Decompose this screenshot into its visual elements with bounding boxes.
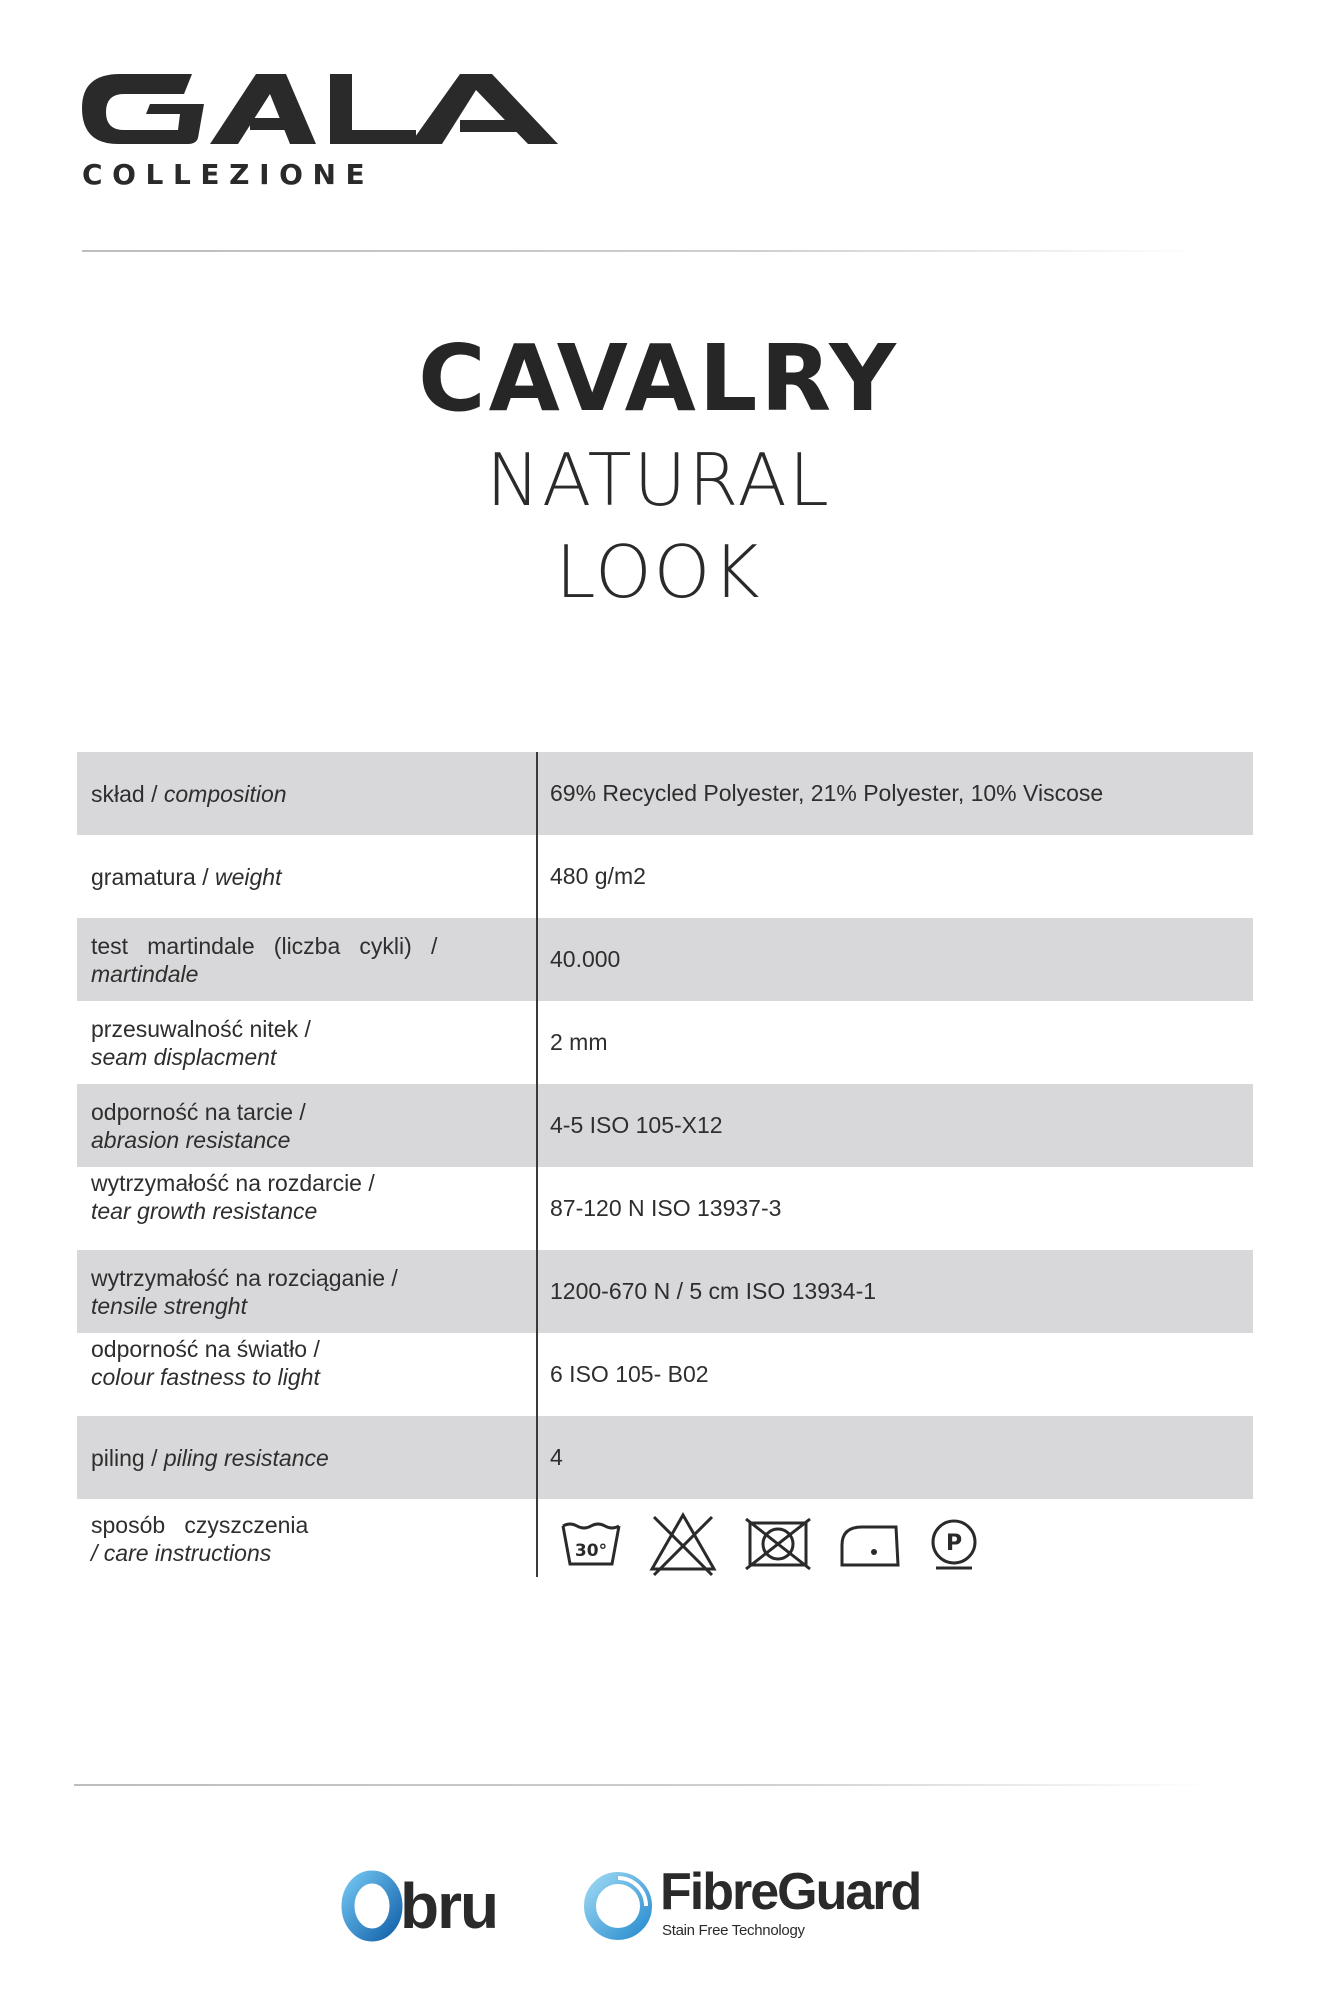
product-name: CAVALRY xyxy=(418,325,899,432)
partner-logos: bru FibreGuard Stain Free Technology xyxy=(0,1860,1317,1950)
spec-row xyxy=(77,1499,1253,1582)
spec-label: wytrzymałość na rozdarcie / tear growth resistance xyxy=(91,1170,375,1224)
obru-logo: bru xyxy=(340,1866,497,1946)
do-not-bleach-icon xyxy=(648,1511,718,1583)
spec-value: 480 g/m2 xyxy=(550,863,646,889)
gala-logo xyxy=(80,68,560,188)
fibreguard-ring-icon xyxy=(580,1868,656,1944)
spec-value: 1200-670 N / 5 cm ISO 13934-1 xyxy=(550,1278,877,1304)
obru-ring-icon xyxy=(340,1869,404,1943)
spec-label: gramatura / weight xyxy=(91,863,282,890)
spec-label: odporność na światło / colour fastness to light xyxy=(91,1336,320,1390)
spec-row xyxy=(77,752,1253,835)
spec-row xyxy=(77,835,1253,918)
product-subtitle-line-2: LOOK xyxy=(555,530,762,614)
top-divider xyxy=(82,250,1200,252)
spec-value: 4-5 ISO 105-X12 xyxy=(550,1112,723,1138)
spec-row xyxy=(77,1167,1253,1250)
do-not-tumble-dry-icon xyxy=(744,1517,812,1577)
spec-label: odporność na tarcie / abrasion resistance xyxy=(91,1098,306,1153)
dry-clean-p-icon xyxy=(928,1518,980,1576)
spec-label: piling / piling resistance xyxy=(91,1444,329,1471)
svg-text:P: P xyxy=(945,1531,963,1556)
spec-value: 69% Recycled Polyester, 21% Polyester, 10% Viscose xyxy=(550,780,1104,806)
spec-label: wytrzymałość na rozciąganie / tensile strenght xyxy=(91,1264,398,1319)
spec-row xyxy=(77,1416,1253,1499)
table-column-divider xyxy=(536,752,538,1577)
spec-value: 87-120 N ISO 13937-3 xyxy=(550,1195,782,1221)
svg-text:30°: 30° xyxy=(574,1541,608,1561)
spec-table xyxy=(77,752,1253,1582)
spec-row xyxy=(77,1250,1253,1333)
spec-label: przesuwalność nitek / seam displacment xyxy=(91,1015,311,1070)
spec-label: skład / composition xyxy=(91,780,287,807)
spec-label: sposób czyszczenia / care instructions xyxy=(91,1512,309,1566)
spec-value: 4 xyxy=(550,1444,563,1470)
wash-30-icon xyxy=(560,1520,622,1574)
care-icons xyxy=(537,1499,1253,1582)
spec-value: 40.000 xyxy=(550,946,621,972)
spec-label: test martindale (liczba cykli) / martindale xyxy=(91,932,444,987)
product-subtitle-line-1: NATURAL xyxy=(486,438,831,522)
spec-row xyxy=(77,1084,1253,1167)
spec-row xyxy=(77,1333,1253,1416)
logo-subtitle: COLLEZIONE xyxy=(82,158,375,188)
iron-low-icon xyxy=(838,1519,902,1575)
bottom-divider xyxy=(74,1784,1214,1786)
spec-value: 2 mm xyxy=(550,1029,608,1055)
spec-row xyxy=(77,1001,1253,1084)
spec-row xyxy=(77,918,1253,1001)
spec-value: 6 ISO 105- B02 xyxy=(550,1361,709,1387)
